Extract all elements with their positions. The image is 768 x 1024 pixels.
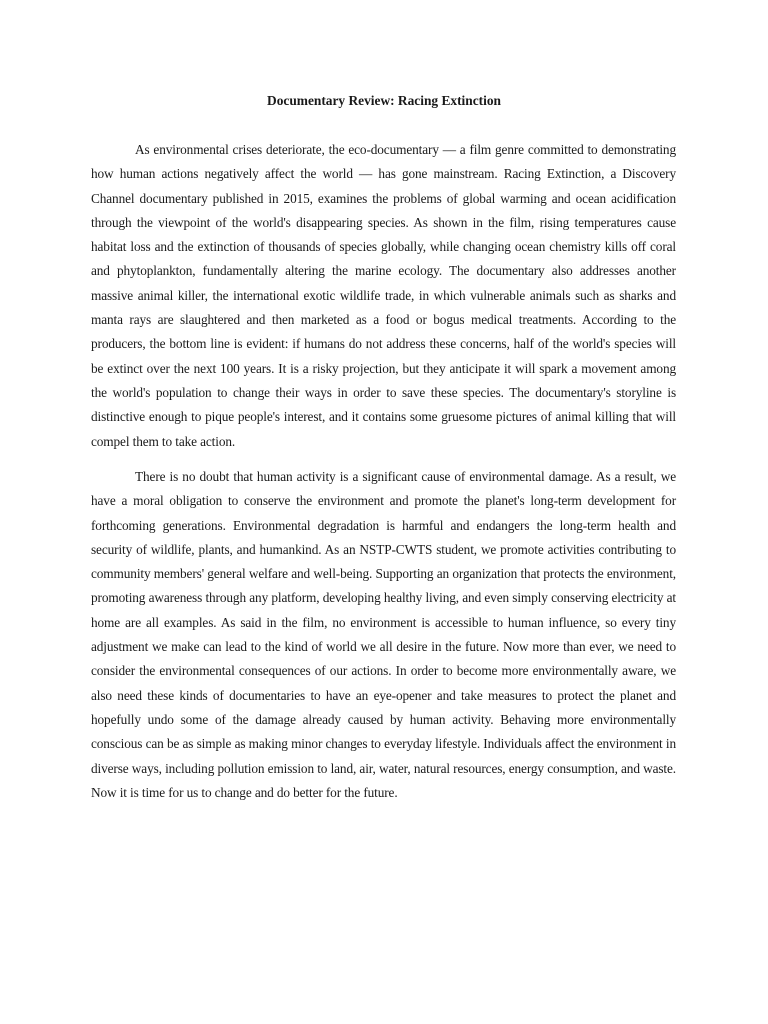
body-paragraph-2: There is no doubt that human activity is a significant cause of environmental damage. As a result, we have a moral obligation to conserve the environment and promote the planet's long-term development for forthcoming generations. Environmental degradation is harmful and endangers the long-term health and security of wildlife, plants, and humankind. As an NSTP-CWTS student, we promote activities contributing to community members' general welfare and well-being. Supporting an organization that protects the environment, promoting awareness through any platform, developing healthy living, and even simply conserving electricity at home are all examples. As said in the film, no environment is accessible to human influence, so every tiny adjustment we make can lead to the kind of world we all desire in the future. Now more than ever, we need to consider the environmental consequences of our actions. In order to become more environmentally aware, we also need these kinds of documentaries to have an eye-opener and take measures to protect the planet and hopefully undo some of the damage already caused by human activity. Behaving more environmentally conscious can be as simple as making minor changes to everyday lifestyle. Individuals affect the environment in diverse ways, including pollution emission to land, air, water, natural resources, energy consumption, and waste. Now it is time for us to change and do better for the future.	[91, 469, 676, 800]
document-title: Documentary Review: Racing Extinction	[267, 93, 501, 108]
body-paragraph-1: As environmental crises deteriorate, the eco-documentary — a film genre committed to demonstrating how human actions negatively affect the world — has gone mainstream. Racing Extinction, a Discovery Channel documentary published in 2015, examines the problems of global warming and ocean acidification through the viewpoint of the world's disappearing species. As shown in the film, rising temperatures cause habitat loss and the extinction of thousands of species globally, while changing ocean chemistry kills off coral and phytoplankton, fundamentally altering the marine ecology. The documentary also addresses another massive animal killer, the international exotic wildlife trade, in which vulnerable animals such as sharks and manta rays are slaughtered and then marketed as a food or bogus medical treatments. According to the producers, the bottom line is evident: if humans do not address these concerns, half of the world's species will be extinct over the next 100 years. It is a risky projection, but they anticipate it will spark a movement among the world's population to change their ways in order to save these species. The documentary's storyline is distinctive enough to pique people's interest, and it contains some gruesome pictures of animal killing that will compel them to take action.	[91, 142, 676, 449]
